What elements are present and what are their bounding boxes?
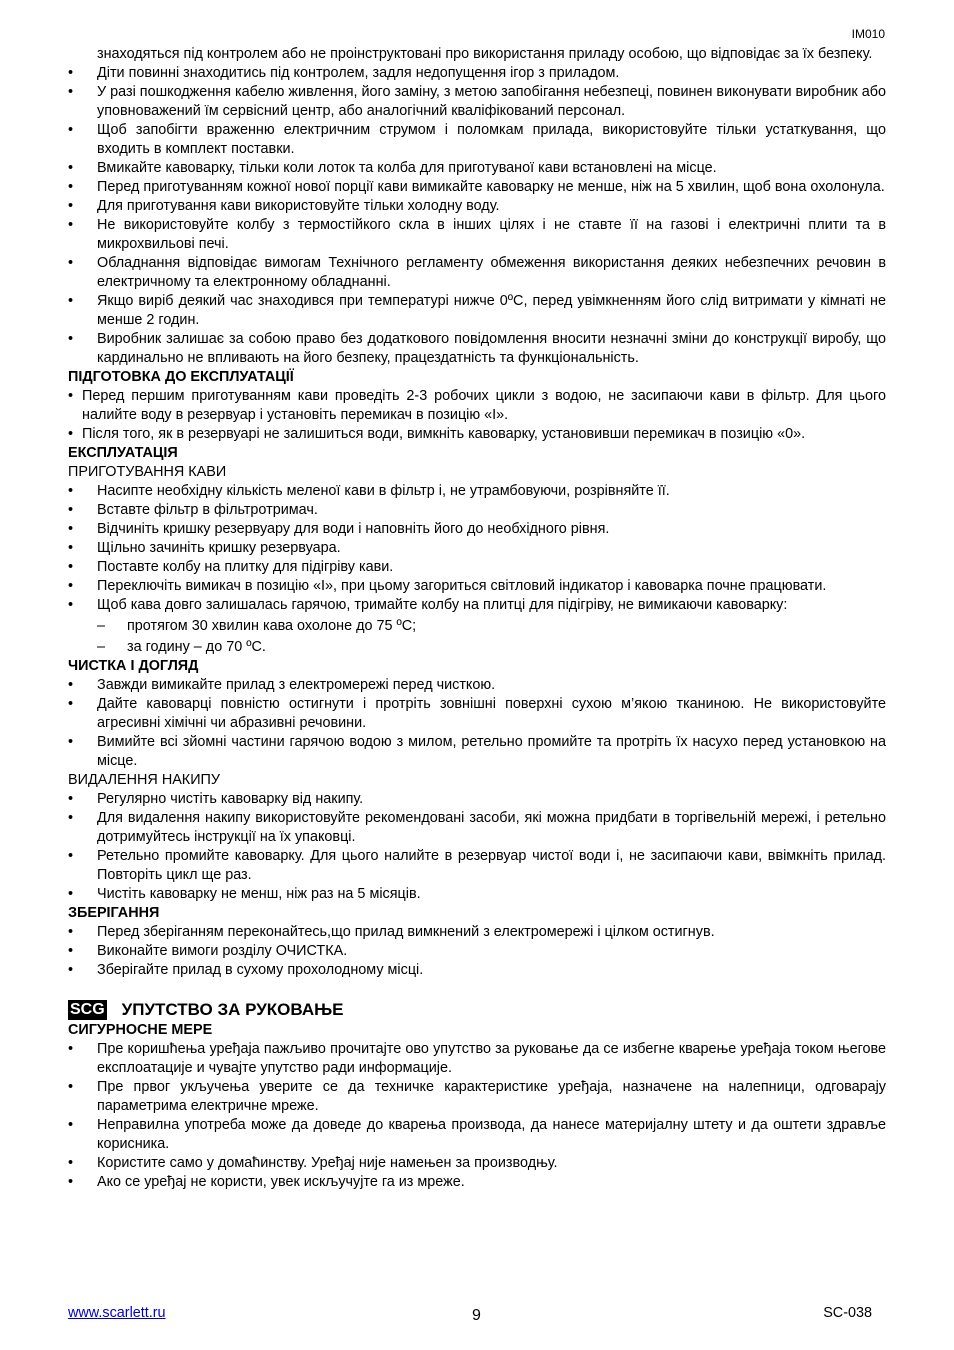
language-title: УПУТСТВО ЗА РУКОВАЊЕ <box>121 1000 344 1019</box>
list-item: • Поставте колбу на плитку для підігріву кави. <box>68 558 886 577</box>
page-footer <box>68 1304 886 1324</box>
list-item: • Пре коришћења уређаја пажљиво прочитајте ово упутство за руковање да се избегне кварење уређаја током његове експлоатације и чувајте упутство ради информације. <box>68 1040 886 1078</box>
list-item: • Обладнання відповідає вимогам Технічного регламенту обмеження використання деяких небезпечних речовин в електричному та електронному обладнанні. <box>68 254 886 292</box>
section-heading: СИГУРНОСНЕ МЕРЕ <box>68 1022 213 1038</box>
list-item: • Вмикайте кавоварку, тільки коли лоток та колба для приготуваної кави встановлені на місце. <box>68 159 886 178</box>
list-item: • Насипте необхідну кількість меленої кави в фільтр і, не утрамбовуючи, розрівняйте її. <box>68 482 886 501</box>
list-item: • Щільно зачиніть кришку резервуара. <box>68 539 886 558</box>
language-section-title <box>68 999 886 1021</box>
section-heading: ЗБЕРІГАННЯ <box>68 905 160 921</box>
list-item: • Неправилна употреба може да доведе до кварења производа, да нанесе материјалну штету и да оштети здравље корисника. <box>68 1116 886 1154</box>
list-item: • Для приготування кави використовуйте тільки холодну воду. <box>68 197 886 216</box>
list-item: • Не використовуйте колбу з термостійкого скла в інших цілях і не ставте її на газові і електричні плити та в микрохвильові печі. <box>68 216 886 254</box>
list-item: • Користите само у домаћинству. Уређај није намењен за производњу. <box>68 1154 886 1173</box>
language-badge: SCG <box>70 1001 105 1018</box>
list-item: • Переключіть вимикач в позицію «I», при цьому загориться світловий індикатор і кавоварка почне працювати. <box>68 577 886 596</box>
list-item: знаходяться під контролем або не проінструктовані про використання приладу особою, що відповідає за їх безпеку. <box>97 46 873 62</box>
list-item: • Пре првог укључења уверите се да техничке карактеристике уређаја, назначене на налепници, одговарају параметрима електричне мреже. <box>68 1078 886 1116</box>
list-item: • Завжди вимикайте прилад з електромережі перед чисткою. <box>68 676 886 695</box>
list-item: • Чистіть кавоварку не менш, ніж раз на 5 місяців. <box>68 885 886 904</box>
list-item: • Регулярно чистіть кавоварку від накипу. <box>68 790 886 809</box>
list-item: • Відчиніть кришку резервуару для води і наповніть його до необхідного рівня. <box>68 520 886 539</box>
manual-content <box>68 45 886 1192</box>
list-item: • Якщо виріб деякий час знаходився при температурі нижче 0ºC, перед увімкненням його слід витримати у кімнаті не менше 2 годин. <box>68 292 886 330</box>
model-code: IM010 <box>851 27 885 41</box>
list-item: • Перед зберіганням переконайтесь,що прилад вимкнений з електромережі і цілком остигнув. <box>68 923 886 942</box>
list-item: • Виробник залишає за собою право без додаткового повідомлення вносити незначні зміни до конструкції виробу, що кардинально не впливають на його безпеку, працездатність та функціональність. <box>68 330 886 368</box>
section-heading: ЧИСТКА І ДОГЛЯД <box>68 658 199 674</box>
list-item: • Ретельно промийте кавоварку. Для цього налийте в резервуар чистої води і, не засипаючи кави, ввімкніть прилад. Повторіть цикл ще раз. <box>68 847 886 885</box>
list-item: • Ако се уређај не користи, увек искључујте га из мреже. <box>68 1173 886 1192</box>
product-code: SC-038 <box>823 1305 872 1321</box>
list-item: • Виконайте вимоги розділу ОЧИСТКА. <box>68 942 886 961</box>
list-item: • Після того, як в резервуарі не залишиться води, вимкніть кавоварку, установивши перемикач в позицію «0». <box>68 425 886 444</box>
list-item: • Діти повинні знаходитись під контролем, задля недопущення ігор з приладом. <box>68 64 886 83</box>
section-heading: ПІДГОТОВКА ДО ЕКСПЛУАТАЦІЇ <box>68 369 294 385</box>
list-item: • Зберігайте прилад в сухому прохолодному місці. <box>68 961 886 980</box>
list-item: • Щоб кава довго залишалась гарячою, тримайте колбу на плитці для підігріву, не вимикаючи кавоварку: <box>68 596 886 615</box>
section-heading: ЕКСПЛУАТАЦІЯ <box>68 445 178 461</box>
sub-list-item: – протягом 30 хвилин кава охолоне до 75 ºC; <box>68 617 886 636</box>
list-item: • Перед першим приготуванням кави проведіть 2-3 робочих цикли з водою, не засипаючи кави в фільтр. Для цього налийте воду в резервуар і установіть перемикач в позицію «I». <box>68 387 886 425</box>
page-number: 9 <box>472 1307 481 1324</box>
list-item: • Щоб запобігти враженню електричним струмом і поломкам прилада, використовуйте тільки устаткування, що входить в комплект поставки. <box>68 121 886 159</box>
list-item: • Для видалення накипу використовуйте рекомендовані засоби, які можна придбати в торгівельній мережі, і ретельно дотримуйтесь інструкції на їх упаковці. <box>68 809 886 847</box>
list-item: • Дайте кавоварці повністю остигнути і протріть зовнішні поверхні сухою м’якою тканиною. Не використовуйте агресивні хімічні чи абразивні речовини. <box>68 695 886 733</box>
sub-list-item: – за годину – до 70 ºC. <box>68 638 886 657</box>
list-item: • Вимийте всі зйомні частини гарячою водою з милом, ретельно промийте та протріть їх насухо перед установкою на місце. <box>68 733 886 771</box>
subsection-title: ВИДАЛЕННЯ НАКИПУ <box>68 772 221 788</box>
website-link[interactable]: www.scarlett.ru <box>68 1305 166 1321</box>
subsection-title: ПРИГОТУВАННЯ КАВИ <box>68 464 227 480</box>
list-item: • Вставте фільтр в фільтротримач. <box>68 501 886 520</box>
list-item: • Перед приготуванням кожної нової порції кави вимикайте кавоварку не менше, ніж на 5 хвилин, щоб вона охолонула. <box>68 178 886 197</box>
list-item: • У разі пошкодження кабелю живлення, його заміну, з метою запобігання небезпеці, повинен виконувати виробник або уповноважений їм сервісний центр, або аналогічний кваліфікований персонал. <box>68 83 886 121</box>
